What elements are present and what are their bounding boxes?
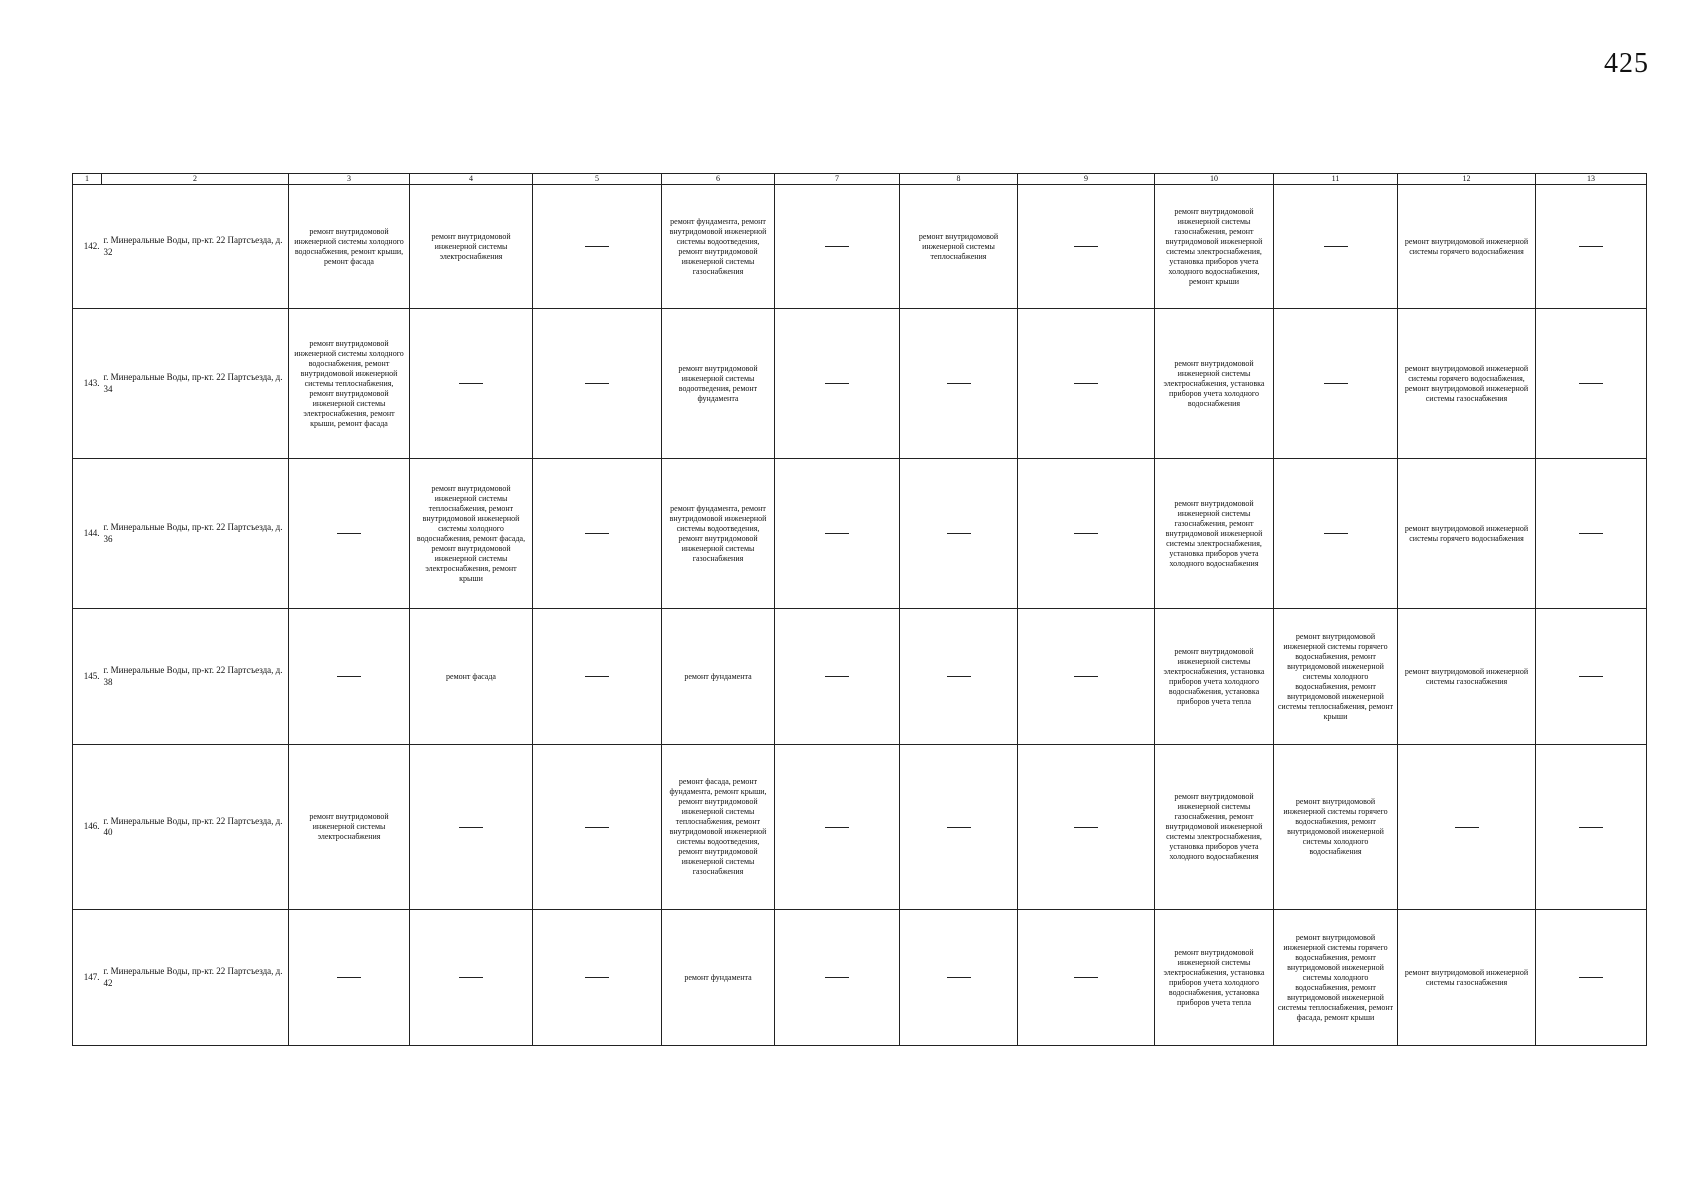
address-cell: г. Минеральные Воды, пр-кт. 22 Партсъезда, д. 38 <box>102 609 289 745</box>
dash-mark <box>947 827 971 828</box>
empty-cell <box>1536 459 1647 609</box>
empty-cell <box>1536 185 1647 309</box>
empty-cell <box>533 609 662 745</box>
empty-cell <box>1536 745 1647 910</box>
empty-cell <box>1274 309 1398 459</box>
dash-mark <box>947 977 971 978</box>
empty-cell <box>1536 309 1647 459</box>
empty-cell <box>900 609 1018 745</box>
row-number: 147. <box>73 910 102 1046</box>
empty-cell <box>410 745 533 910</box>
dash-mark <box>337 977 361 978</box>
work-cell: ремонт фундамента, ремонт внутридомовой инженерной системы водоотведения, ремонт внутридомовой инженерной системы газоснабжения <box>662 459 775 609</box>
empty-cell <box>533 185 662 309</box>
dash-mark <box>1579 533 1603 534</box>
dash-mark <box>585 676 609 677</box>
work-cell: ремонт внутридомовой инженерной системы холодного водоснабжения, ремонт крыши, ремонт фасада <box>289 185 410 309</box>
work-cell: ремонт внутридомовой инженерной системы электроснабжения <box>410 185 533 309</box>
empty-cell <box>410 910 533 1046</box>
row-number: 145. <box>73 609 102 745</box>
empty-cell <box>533 910 662 1046</box>
dash-mark <box>1579 246 1603 247</box>
empty-cell <box>900 309 1018 459</box>
empty-cell <box>1018 459 1155 609</box>
table-row <box>73 459 1647 609</box>
address-cell: г. Минеральные Воды, пр-кт. 22 Партсъезда, д. 40 <box>102 745 289 910</box>
dash-mark <box>947 676 971 677</box>
table-row <box>73 185 1647 309</box>
dash-mark <box>459 827 483 828</box>
row-number: 144. <box>73 459 102 609</box>
work-cell: ремонт внутридомовой инженерной системы горячего водоснабжения <box>1398 185 1536 309</box>
work-cell: ремонт внутридомовой инженерной системы водоотведения, ремонт фундамента <box>662 309 775 459</box>
work-cell: ремонт внутридомовой инженерной системы газоснабжения, ремонт внутридомовой инженерной системы электроснабжения, установка приборов учета холодного водоснабжения <box>1155 745 1274 910</box>
work-cell: ремонт фундамента <box>662 609 775 745</box>
dash-mark <box>1074 383 1098 384</box>
work-cell: ремонт фасада <box>410 609 533 745</box>
work-cell: ремонт внутридомовой инженерной системы газоснабжения, ремонт внутридомовой инженерной системы электроснабжения, установка приборов учета холодного водоснабжения <box>1155 459 1274 609</box>
empty-cell <box>775 910 900 1046</box>
empty-cell <box>775 459 900 609</box>
dash-mark <box>585 827 609 828</box>
dash-mark <box>585 533 609 534</box>
work-cell: ремонт внутридомовой инженерной системы газоснабжения <box>1398 910 1536 1046</box>
dash-mark <box>1074 533 1098 534</box>
row-number: 142. <box>73 185 102 309</box>
dash-mark <box>1074 827 1098 828</box>
dash-mark <box>1455 827 1479 828</box>
empty-cell <box>900 910 1018 1046</box>
empty-cell <box>775 609 900 745</box>
empty-cell <box>900 459 1018 609</box>
work-cell: ремонт внутридомовой инженерной системы теплоснабжения, ремонт внутридомовой инженерной системы холодного водоснабжения, ремонт фасада, ремонт внутридомовой инженерной системы электроснабжения, ремонт крыши <box>410 459 533 609</box>
dash-mark <box>1324 246 1348 247</box>
empty-cell <box>533 745 662 910</box>
table-row <box>73 609 1647 745</box>
dash-mark <box>825 977 849 978</box>
empty-cell <box>1018 309 1155 459</box>
column-header: 3 <box>289 174 410 185</box>
dash-mark <box>459 383 483 384</box>
work-cell: ремонт фундамента <box>662 910 775 1046</box>
empty-cell <box>289 459 410 609</box>
work-cell: ремонт фундамента, ремонт внутридомовой инженерной системы водоотведения, ремонт внутридомовой инженерной системы газоснабжения <box>662 185 775 309</box>
dash-mark <box>1579 827 1603 828</box>
empty-cell <box>1018 609 1155 745</box>
empty-cell <box>1274 185 1398 309</box>
dash-mark <box>947 383 971 384</box>
work-cell: ремонт внутридомовой инженерной системы горячего водоснабжения, ремонт внутридомовой инженерной системы холодного водоснабжения <box>1274 745 1398 910</box>
column-header: 1 <box>73 174 102 185</box>
dash-mark <box>459 977 483 978</box>
empty-cell <box>1018 910 1155 1046</box>
address-cell: г. Минеральные Воды, пр-кт. 22 Партсъезда, д. 34 <box>102 309 289 459</box>
column-header: 12 <box>1398 174 1536 185</box>
work-cell: ремонт внутридомовой инженерной системы горячего водоснабжения, ремонт внутридомовой инженерной системы холодного водоснабжения, ремонт внутридомовой инженерной системы теплоснабжения, ремонт фасада, ремонт крыши <box>1274 910 1398 1046</box>
empty-cell <box>1536 609 1647 745</box>
dash-mark <box>825 533 849 534</box>
repair-schedule-table <box>72 173 1647 1046</box>
page-number: 425 <box>1604 48 1649 79</box>
work-cell: ремонт внутридомовой инженерной системы горячего водоснабжения <box>1398 459 1536 609</box>
dash-mark <box>825 383 849 384</box>
dash-mark <box>825 827 849 828</box>
table-row <box>73 309 1647 459</box>
work-cell: ремонт внутридомовой инженерной системы газоснабжения <box>1398 609 1536 745</box>
dash-mark <box>585 383 609 384</box>
work-cell: ремонт внутридомовой инженерной системы электроснабжения, установка приборов учета холодного водоснабжения, установка приборов учета тепла <box>1155 910 1274 1046</box>
address-cell: г. Минеральные Воды, пр-кт. 22 Партсъезда, д. 32 <box>102 185 289 309</box>
table-row <box>73 745 1647 910</box>
address-cell: г. Минеральные Воды, пр-кт. 22 Партсъезда, д. 36 <box>102 459 289 609</box>
dash-mark <box>1074 676 1098 677</box>
dash-mark <box>1324 533 1348 534</box>
work-cell: ремонт внутридомовой инженерной системы электроснабжения <box>289 745 410 910</box>
dash-mark <box>1074 977 1098 978</box>
row-number: 143. <box>73 309 102 459</box>
empty-cell <box>1398 745 1536 910</box>
empty-cell <box>533 459 662 609</box>
work-cell: ремонт внутридомовой инженерной системы горячего водоснабжения, ремонт внутридомовой инженерной системы холодного водоснабжения, ремонт внутридомовой инженерной системы теплоснабжения, ремонт крыши <box>1274 609 1398 745</box>
dash-mark <box>585 977 609 978</box>
empty-cell <box>775 745 900 910</box>
column-header: 8 <box>900 174 1018 185</box>
dash-mark <box>1324 383 1348 384</box>
empty-cell <box>533 309 662 459</box>
empty-cell <box>1536 910 1647 1046</box>
row-number: 146. <box>73 745 102 910</box>
dash-mark <box>1579 383 1603 384</box>
dash-mark <box>337 676 361 677</box>
table-row <box>73 910 1647 1046</box>
column-header: 2 <box>102 174 289 185</box>
dash-mark <box>585 246 609 247</box>
work-cell: ремонт фасада, ремонт фундамента, ремонт крыши, ремонт внутридомовой инженерной системы теплоснабжения, ремонт внутридомовой инженерной системы водоотведения, ремонт внутридомовой инженерной системы газоснабжения <box>662 745 775 910</box>
work-cell: ремонт внутридомовой инженерной системы электроснабжения, установка приборов учета холодного водоснабжения <box>1155 309 1274 459</box>
empty-cell <box>900 745 1018 910</box>
work-cell: ремонт внутридомовой инженерной системы теплоснабжения <box>900 185 1018 309</box>
empty-cell <box>775 309 900 459</box>
empty-cell <box>1018 745 1155 910</box>
column-header: 11 <box>1274 174 1398 185</box>
empty-cell <box>289 609 410 745</box>
empty-cell <box>410 309 533 459</box>
column-header: 6 <box>662 174 775 185</box>
dash-mark <box>1579 977 1603 978</box>
empty-cell <box>289 910 410 1046</box>
work-cell: ремонт внутридомовой инженерной системы электроснабжения, установка приборов учета холодного водоснабжения, установка приборов учета тепла <box>1155 609 1274 745</box>
work-cell: ремонт внутридомовой инженерной системы холодного водоснабжения, ремонт внутридомовой инженерной системы теплоснабжения, ремонт внутридомовой инженерной системы электроснабжения, ремонт крыши, ремонт фасада <box>289 309 410 459</box>
empty-cell <box>1274 459 1398 609</box>
work-cell: ремонт внутридомовой инженерной системы газоснабжения, ремонт внутридомовой инженерной системы электроснабжения, установка приборов учета холодного водоснабжения, ремонт крыши <box>1155 185 1274 309</box>
empty-cell <box>1018 185 1155 309</box>
dash-mark <box>1074 246 1098 247</box>
column-header: 4 <box>410 174 533 185</box>
dash-mark <box>947 533 971 534</box>
address-cell: г. Минеральные Воды, пр-кт. 22 Партсъезда, д. 42 <box>102 910 289 1046</box>
column-header: 5 <box>533 174 662 185</box>
work-cell: ремонт внутридомовой инженерной системы горячего водоснабжения, ремонт внутридомовой инженерной системы газоснабжения <box>1398 309 1536 459</box>
dash-mark <box>825 246 849 247</box>
dash-mark <box>825 676 849 677</box>
column-number-row <box>73 174 1647 185</box>
column-header: 13 <box>1536 174 1647 185</box>
column-header: 7 <box>775 174 900 185</box>
dash-mark <box>337 533 361 534</box>
empty-cell <box>775 185 900 309</box>
dash-mark <box>1579 676 1603 677</box>
column-header: 10 <box>1155 174 1274 185</box>
column-header: 9 <box>1018 174 1155 185</box>
